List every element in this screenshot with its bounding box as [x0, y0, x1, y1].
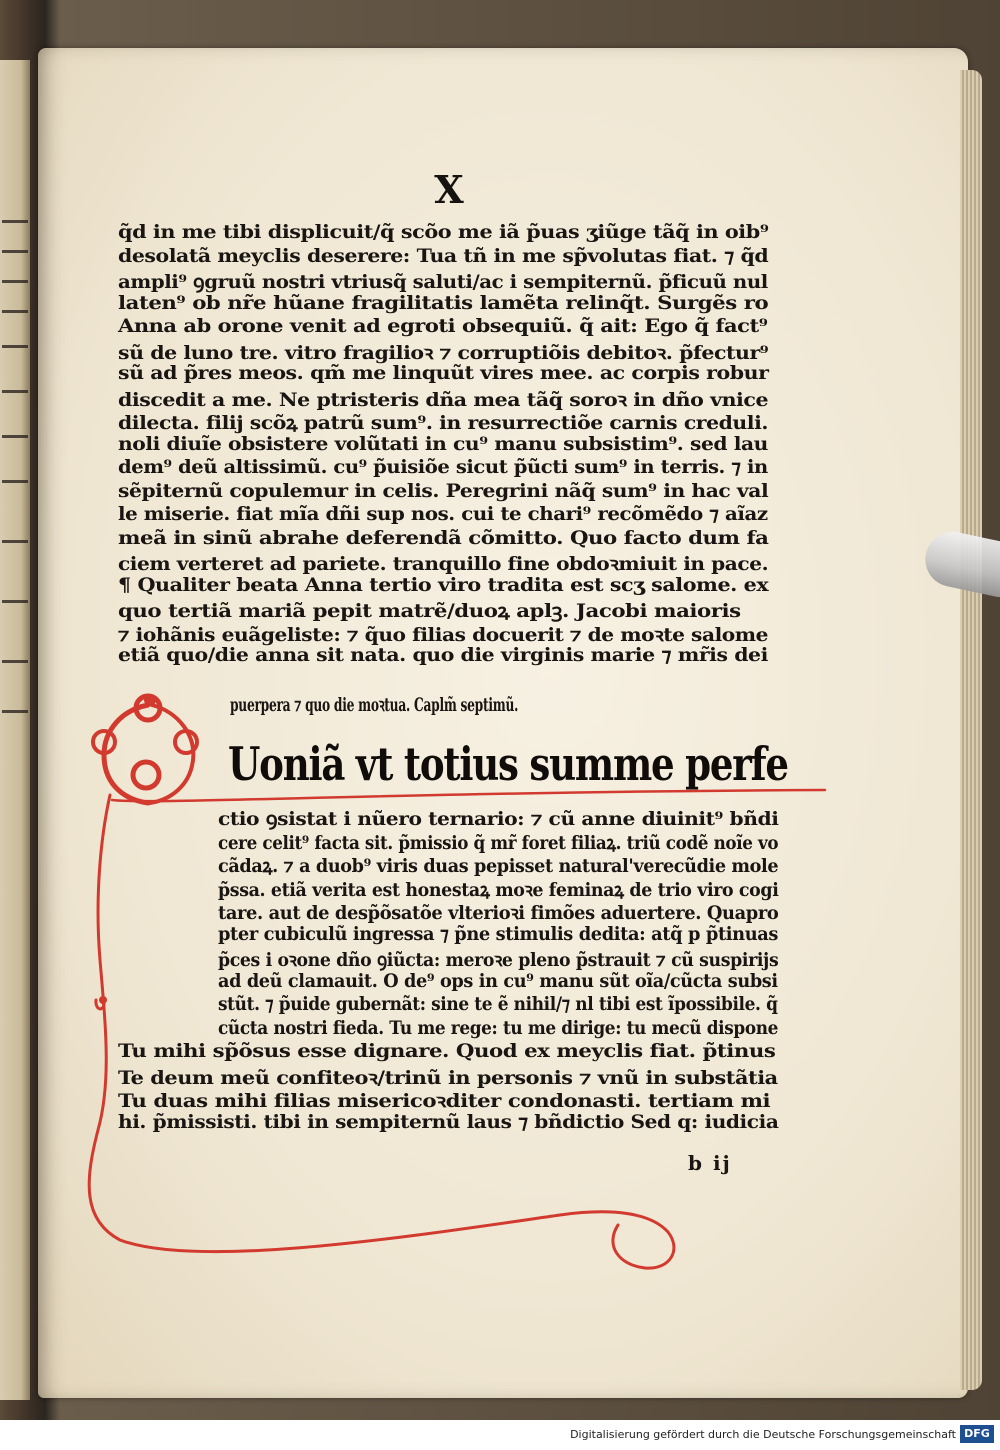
text-line: discedit a me. Ne ptristeris dña mea tãq̃ soroꝛ in dño vnice — [118, 389, 769, 411]
chapter-opening-heading: Uoniã vt totius summe perfe — [228, 737, 788, 791]
text-line: desolatã meyclis deserere: Tua tñ in me sp̃volutas fiat. ⁊ q̃d — [118, 245, 769, 267]
text-line: ad deũ clamauit. O de⁹ ops in cu⁹ manu sũt oĩa/cũcta subsi — [218, 970, 778, 992]
text-line: sũ de luno tre. vitro fragilioꝛ ⁊ corruptiõis debitoꝛ. p̃fectur⁹ — [118, 342, 769, 364]
chapter-rubric-line: ¶ Qualiter beata Anna tertio viro tradita est scʒ salome. ex — [118, 574, 769, 596]
text-line: dem⁹ deũ altissimũ. cu⁹ p̃uisiõe sicut p̃ũcti sum⁹ in terris. ⁊ in — [118, 457, 768, 478]
funding-credit: Digitalisierung gefördert durch die Deutsche Forschungsgemeinschaft — [570, 1428, 956, 1441]
text-line: laten⁹ ob nr̃e hũane fragilitatis lamẽta relinq̃t. Surgẽs ro — [118, 292, 769, 314]
text-line: sẽpiternũ copulemur in celis. Peregrini nãq̃ sum⁹ in hac val — [118, 480, 769, 502]
dfg-logo: DFG — [960, 1425, 994, 1443]
text-line: meã in sinũ abrahe deferendã cõmitto. Quo facto dum fa — [118, 527, 769, 549]
text-line: cere celit⁹ facta sit. p̃missio q̃ mr̃ foret filiaꝝ. triũ codẽ noĩe vo — [218, 832, 779, 854]
signature-mark: X — [434, 167, 464, 212]
text-line: noli diuĩe obsistere volũtati in cu⁹ manu subsistim⁹. sed lau — [118, 433, 768, 455]
text-line: ampli⁹ ꝯgruũ nostri vtriusq̃ saluti/ac i sempiternũ. p̃ficuũ nul — [118, 272, 768, 293]
text-line: pter cubiculũ ingressa ⁊ p̃ne stimulis dedita: atq̃ p p̃tinuas — [218, 923, 779, 945]
chapter-rubric-line: ⁊ iohãnis euãgeliste: ⁊ q̃uo filias docuerit ⁊ de moꝛte salome — [118, 624, 769, 646]
text-line: p̃ssa. etiã verita est honestaꝝ moꝛe feminaꝝ de trio viro cogi — [218, 879, 779, 901]
chapter-rubric-line: etiã quo/die anna sit nata. quo die virginis marie ⁊ mr̃is dei — [118, 645, 768, 666]
text-line: Tu mihi sp̃õsus esse dignare. Quod ex meyclis fiat. p̃tinus — [118, 1041, 776, 1062]
text-line: cũcta nostri fieda. Tu me rege: tu me dirige: tu mecũ dispone — [218, 1017, 779, 1039]
chapter-rubric-line: quo tertiã mariã pepit matrẽ/duoꝝ aplꝫ. Jacobi maioris — [118, 601, 741, 622]
chapter-rubric-line: puerpera ⁊ quo die moꝛtua. Caplm̃ septimũ. — [230, 695, 519, 716]
text-line: Anna ab orone venit ad egroti obsequiũ. q̃ ait: Ego q̃ fact⁹ — [118, 316, 768, 337]
text-line: stũt. ⁊ p̃uide gubernãt: sine te ẽ nihil/⁊ nl tibi est ĩpossibile. q̃ — [218, 994, 778, 1015]
footer-bar — [0, 1420, 1000, 1450]
text-line: hi. p̃missisti. tibi in sempiternũ laus ⁊ bñdictio Sed q: iudicia — [118, 1111, 779, 1133]
text-line: ctio ꝯsistat i nũero ternario: ⁊ cũ anne diuinit⁹ bñdi — [218, 809, 779, 830]
text-line: tare. aut de desp̃õsatõe vlterioꝛi fimões aduertere. Quapro — [218, 903, 779, 924]
text-line: p̃ces i oꝛone dño ꝯiũcta: meroꝛe pleno p̃strauit ⁊ cũ suspirijs — [218, 950, 779, 971]
folio-mark: b ij — [688, 1151, 732, 1175]
text-line: le miserie. fiat mĩa dñi sup nos. cui te chari⁹ recõmẽdo ⁊ aĩaz — [118, 504, 768, 525]
text-line: Tu duas mihi filias misericoꝛditer condonasti. tertiam mi — [118, 1091, 771, 1112]
text-line: ciem verteret ad pariete. tranquillo fine obdoꝛmiuit in pace. — [118, 554, 769, 575]
text-line: sũ ad p̃res meos. qm̃ me linquũt vires mee. ac corpis robur — [118, 363, 769, 384]
text-line: dilecta. filij scõꝝ patrũ sum⁹. in resurrectiõe carnis creduli. — [118, 413, 769, 434]
text-line: q̃d in me tibi displicuit/q̃ scõo me iã p̃uas ʒiũge tãq̃ in oib⁹ — [118, 222, 769, 243]
text-line: cãdaꝝ. ⁊ a duob⁹ viris duas pepisset natural'verecũdie mole — [218, 856, 779, 877]
text-line: Te deum meũ confiteoꝛ/trinũ in personis ⁊ vnũ in substãtia — [118, 1067, 778, 1089]
